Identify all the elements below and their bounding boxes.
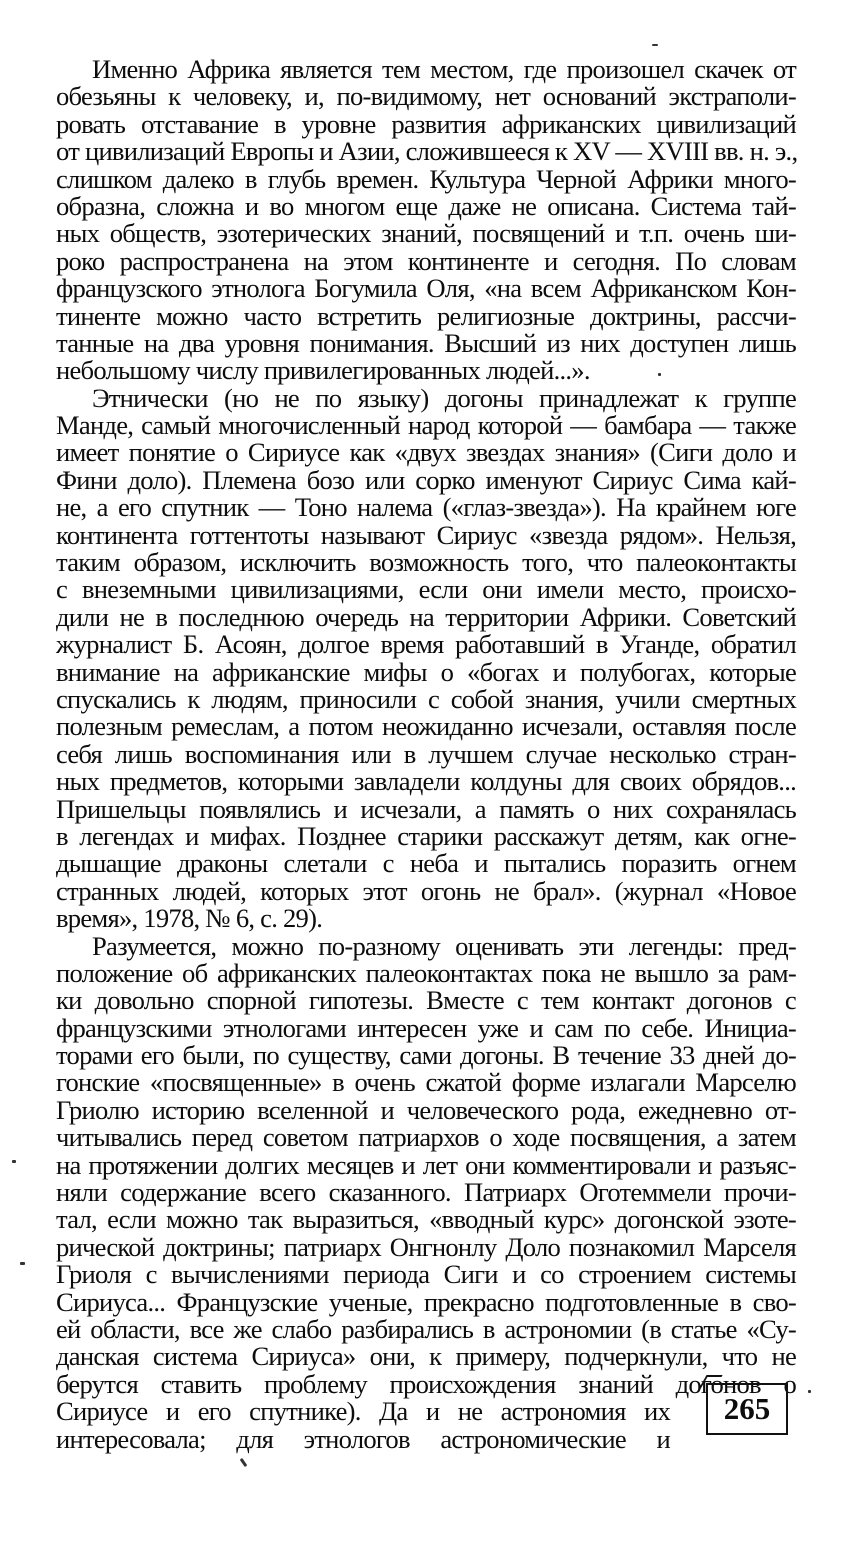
text-line: образна, сложна и во многом еще даже не описана. Система тай- (56, 190, 796, 221)
scan-speck (240, 1458, 248, 1467)
text-line: няли содержание всего сказанного. Патриарх Оготеммели прочи- (56, 1177, 796, 1208)
text-line: полезным ремеслам, а потом неожиданно исчезали, оставляя после (56, 711, 796, 742)
text-line: ки довольно спорной гипотезы. Вместе с тем контакт догонов с (56, 985, 796, 1016)
text-line: тиненте можно часто встретить религиозные доктрины, рассчи- (56, 300, 796, 331)
text-line: торами его были, по существу, сами догоны. В течение 33 дней до- (56, 1040, 796, 1071)
text-line: Этнически (но не по языку) догоны принадлежат к группе (92, 382, 796, 413)
paragraph-3 (56, 930, 796, 1399)
text-line: Именно Африка является тем местом, где произошел скачек от (92, 54, 796, 84)
scan-speck (12, 1160, 16, 1163)
text-line: Фини доло). Племена бозо или сорко именуют Сириус Сима кай- (56, 464, 796, 495)
text-line: с внеземными цивилизациями, если они имели место, происхо- (56, 574, 796, 605)
page-number: 265 (723, 1391, 771, 1426)
text-line: Гриоля с вычислениями периода Сиги и со строением системы (56, 1259, 796, 1290)
text-line: Сириусе и его спутнике). Да и не астрономия их (56, 1396, 670, 1427)
text-line: берутся ставить проблему происхождения знаний догонов о (56, 1368, 796, 1399)
text-line: дили не в последнюю очередь на территории Африки. Советский (56, 601, 796, 632)
text-line: гонские «посвященные» в очень сжатой форме излагали Марселю (56, 1067, 796, 1098)
text-line: слишком далеко в глубь времен. Культура Черной Африки много- (56, 163, 796, 194)
text-line: положение об африканских палеоконтактах пока не вышло за рам- (56, 957, 796, 988)
text-line: время», 1978, № 6, с. 29). (56, 903, 323, 934)
text-line: не, а его спутник — Тоно налема («глаз-звезда»). На крайнем юге (56, 492, 796, 523)
text-line: Сириуса... Французские ученые, прекрасно подготовленные в сво- (56, 1286, 796, 1317)
text-line: французского этнолога Богумила Оля, «на всем Африканском Кон- (56, 273, 796, 304)
text-line: данская система Сириуса» они, к примеру, подчеркнули, что не (56, 1341, 796, 1372)
text-line: Гриолю историю вселенной и человеческого рода, ежедневно от- (56, 1094, 796, 1125)
text-line: имеет понятие о Сириусе как «двух звездах знания» (Сиги доло и (56, 437, 796, 468)
scan-speck (658, 373, 661, 376)
text-line: танные на два уровня понимания. Высший из них доступен лишь (56, 327, 796, 358)
scan-speck (20, 1262, 25, 1265)
text-line: роко распространена на этом континенте и сегодня. По словам (56, 245, 796, 276)
text-line: спускались к людям, приносили с собой знания, учили смертных (56, 683, 796, 714)
text-line: читывались перед советом патриархов о ходе посвящения, а затем (56, 1122, 796, 1153)
scan-speck (652, 44, 658, 46)
text-line: интересовала; для этнологов астрономические и (56, 1423, 670, 1454)
text-line: от цивилизаций Европы и Азии, сложившееся к XV — XVIII вв. н. э., (56, 136, 798, 167)
text-line: Пришельцы появлялись и исчезали, а память о них сохранялась (56, 793, 796, 824)
text-line: Манде, самый многочисленный народ которой — бамбара — также (56, 410, 796, 441)
paragraph-2 (56, 382, 796, 934)
text-line: на протяжении долгих месяцев и лет они комментировали и разъяс- (56, 1149, 796, 1180)
text-line: журналист Б. Асоян, долгое время работавший в Уганде, обратил (56, 629, 796, 660)
text-line: ных предметов, которыми завладели колдуны для своих обрядов... (56, 766, 796, 797)
final-lines (56, 1398, 796, 1453)
text-line: рической доктрины; патриарх Онгнонлу Доло познакомил Марселя (56, 1231, 796, 1262)
text-line: себя лишь воспоминания или в лучшем случае несколько стран- (56, 738, 796, 769)
text-line: континента готтентоты называют Сириус «звезда рядом». Нельзя, (56, 519, 796, 550)
text-line: таким образом, исключить возможность того, что палеоконтакты (56, 547, 796, 578)
text-line: тал, если можно так выразиться, «вводный курс» догонской эзоте- (56, 1204, 796, 1235)
text-line: французскими этнологами интересен уже и сам по себе. Инициа- (56, 1012, 796, 1043)
page-text (56, 56, 796, 1453)
text-line: внимание на африканские мифы о «богах и полубогах, которые (56, 656, 796, 687)
text-line: Разумеется, можно по-разному оценивать эти легенды: пред- (92, 930, 796, 961)
scan-speck (808, 1390, 811, 1393)
text-line: странных людей, которых этот огонь не брал». (журнал «Новое (56, 875, 796, 906)
page-number-box (706, 1383, 788, 1435)
text-line: дышащие драконы слетали с неба и пытались поразить огнем (56, 848, 796, 879)
text-line: ных обществ, эзотерических знаний, посвящений и т.п. очень ши- (56, 218, 796, 249)
paragraph-1 (56, 56, 796, 385)
text-line: в легендах и мифах. Позднее старики расскажут детям, как огне- (56, 820, 796, 851)
text-line: ровать отставание в уровне развития африканских цивилизаций (56, 108, 796, 139)
text-line: обезьяны к человеку, и, по-видимому, нет оснований экстраполи- (56, 81, 796, 112)
text-line: небольшому числу привилегированных людей...». (56, 355, 590, 386)
text-line: ей области, все же слабо разбирались в астрономии (в статье «Су- (56, 1313, 796, 1344)
